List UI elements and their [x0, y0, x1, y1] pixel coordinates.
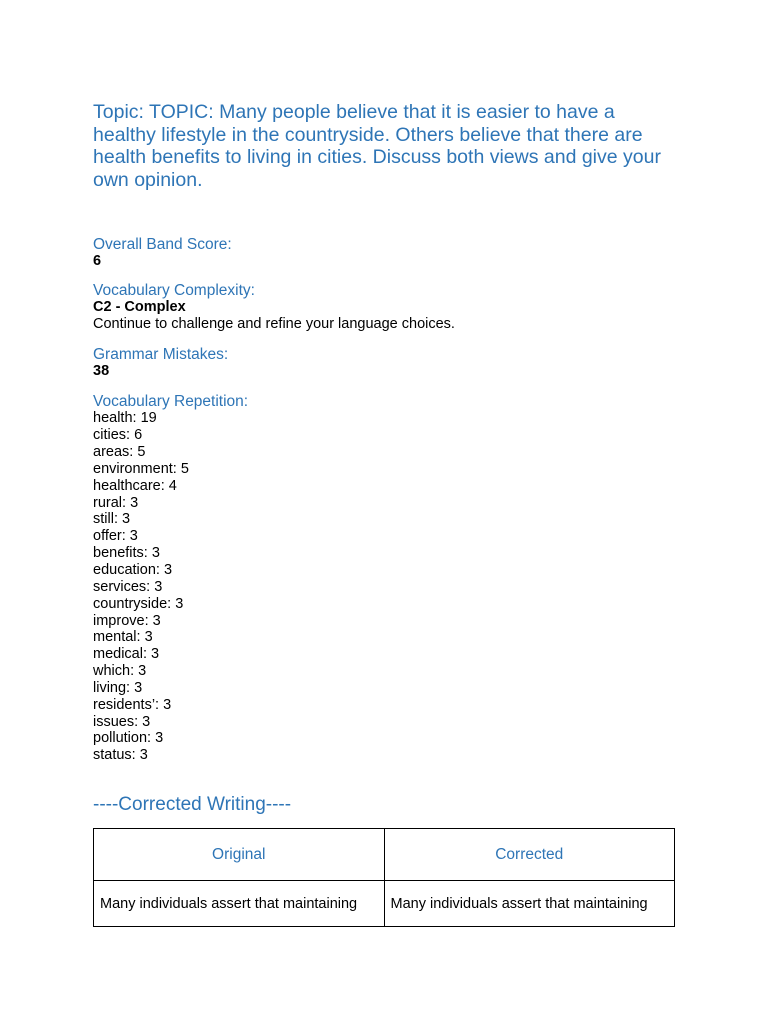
repetition-item: medical: 3	[93, 646, 160, 663]
repetition-item: areas: 5	[93, 444, 146, 461]
repetition-item: residents’: 3	[93, 696, 172, 713]
repetition-item: education: 3	[93, 561, 173, 578]
repetition-item: mental: 3	[93, 629, 153, 646]
repetition-item: environment: 5	[93, 460, 189, 477]
repetition-item: health: 19	[93, 410, 157, 427]
repetition-item: offer: 3	[93, 528, 138, 545]
repetition-item: healthcare: 4	[93, 477, 177, 494]
corrected-writing-heading: ----Corrected Writing----	[93, 794, 292, 816]
corrections-table	[93, 828, 675, 927]
repetition-item: benefits: 3	[93, 545, 160, 562]
repetition-item: countryside: 3	[93, 595, 184, 612]
repetition-item: still: 3	[93, 511, 131, 528]
overall-band-value: 6	[93, 253, 102, 270]
repetition-item: issues: 3	[93, 713, 151, 730]
overall-band-label: Overall Band Score:	[93, 236, 232, 254]
vocab-complexity-label: Vocabulary Complexity:	[93, 282, 255, 300]
column-header-corrected: Corrected	[384, 829, 675, 881]
repetition-item: services: 3	[93, 578, 163, 595]
report-page	[93, 101, 683, 927]
table-header-row	[94, 829, 675, 881]
repetition-item: improve: 3	[93, 612, 161, 629]
column-header-original: Original	[94, 829, 385, 881]
repetition-item: rural: 3	[93, 494, 139, 511]
grammar-mistakes-label: Grammar Mistakes:	[93, 346, 229, 364]
vocab-complexity-level: C2 - Complex	[93, 299, 186, 316]
repetition-item: pollution: 3	[93, 730, 164, 747]
corrected-cell: Many individuals assert that maintaining	[384, 881, 675, 927]
repetition-item: which: 3	[93, 663, 147, 680]
repetition-item: living: 3	[93, 679, 143, 696]
repetition-item: cities: 6	[93, 427, 143, 444]
vocab-repetition-list	[93, 410, 683, 764]
vocab-repetition-label: Vocabulary Repetition:	[93, 393, 249, 411]
vocab-complexity-advice: Continue to challenge and refine your language choices.	[93, 316, 455, 333]
repetition-item: status: 3	[93, 747, 148, 764]
table-row	[94, 881, 675, 927]
original-cell: Many individuals assert that maintaining	[94, 881, 385, 927]
topic-heading: Topic: TOPIC: Many people believe that it is easier to have a healthy lifestyle in the countryside. Others believe that there are health benefits to living in cities. Discuss both views and give your own opinion.	[93, 101, 661, 191]
grammar-mistakes-value: 38	[93, 363, 110, 380]
